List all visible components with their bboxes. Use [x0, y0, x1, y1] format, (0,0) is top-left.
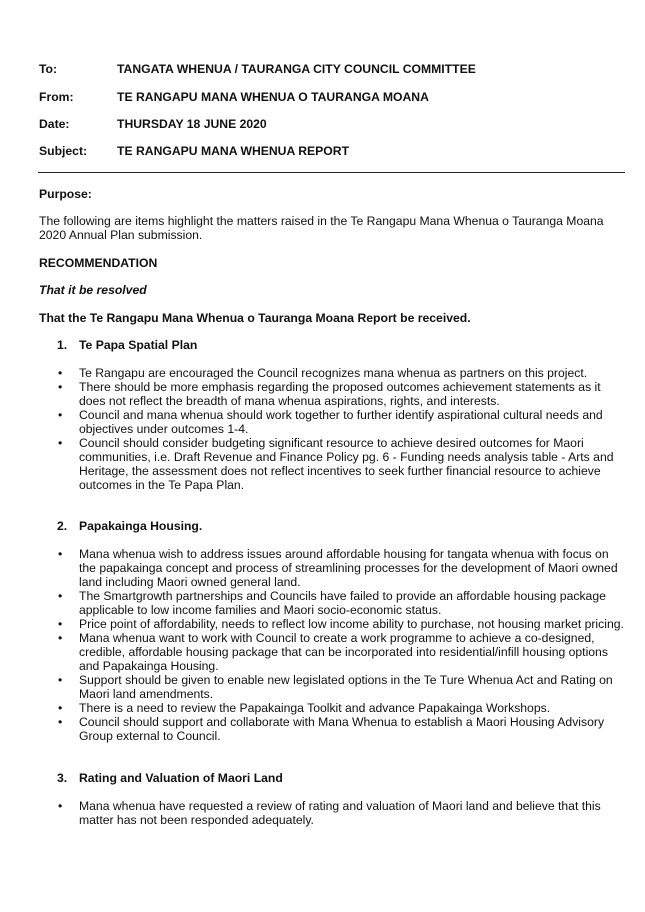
memo-from-row: [39, 90, 429, 104]
purpose-text: The following are items highlight the matters raised in the Te Rangapu Mana Whenua o Tauranga Moana 2020 Annual Plan submission.: [39, 214, 604, 242]
recommendation-statement: That the Te Rangapu Mana Whenua o Tauranga Moana Report be received.: [39, 311, 471, 325]
section-title: Papakainga Housing.: [79, 519, 203, 533]
header-divider: [38, 172, 625, 173]
list-item: • There should be more emphasis regarding the proposed outcomes achievement statements as it does not reflect the breadth of mana whenua aspirations, rights, and interests.: [57, 380, 627, 408]
subject-label: Subject:: [39, 144, 88, 158]
list-item: • Mana whenua have requested a review of rating and valuation of Maori land and believe that this matter has not been responded adequately.: [57, 799, 627, 827]
section-3-bullet-list: [57, 799, 627, 827]
list-item: • There is a need to review the Papakainga Toolkit and advance Papakainga Workshops.: [57, 701, 627, 715]
to-value: TANGATA WHENUA / TAURANGA CITY COUNCIL COMMITTEE: [117, 62, 476, 76]
list-item: • Mana whenua want to work with Council to create a work programme to achieve a co-designed, credible, affordable housing package that can be incorporated into residential/infill housing options and Papakainga Housing.: [57, 631, 627, 673]
from-label: From:: [39, 90, 74, 104]
section-title: Rating and Valuation of Maori Land: [79, 771, 283, 785]
recommendation-heading: RECOMMENDATION: [39, 256, 158, 270]
section-heading: [57, 338, 197, 352]
list-item: • Mana whenua wish to address issues around affordable housing for tangata whenua with focus on the papakainga concept and process of streamlining processes for the development of Maori owned land including Maori owned general land.: [57, 547, 627, 589]
section-heading: [57, 771, 283, 785]
list-item: • The Smartgrowth partnerships and Councils have failed to provide an affordable housing package applicable to low income families and Maori socio-economic status.: [57, 589, 627, 617]
memo-subject-row: [39, 144, 349, 158]
purpose-heading: Purpose:: [39, 187, 92, 201]
section-number: 2.: [57, 519, 68, 533]
recommendation-resolved: That it be resolved: [39, 283, 147, 297]
section-2-bullet-list: [57, 547, 627, 743]
section-number: 1.: [57, 338, 68, 352]
memo-date-row: [39, 117, 267, 131]
section-title: Te Papa Spatial Plan: [79, 338, 198, 352]
to-label: To:: [39, 62, 58, 76]
date-label: Date:: [39, 117, 70, 131]
section-heading: [57, 519, 202, 533]
list-item: • Council should support and collaborate with Mana Whenua to establish a Maori Housing Advisory Group external to Council.: [57, 715, 627, 743]
from-value: TE RANGAPU MANA WHENUA O TAURANGA MOANA: [117, 90, 429, 104]
memo-to-row: [39, 62, 476, 76]
list-item: • Council and mana whenua should work together to further identify aspirational cultural needs and objectives under outcomes 1-4.: [57, 408, 627, 436]
section-number: 3.: [57, 771, 68, 785]
section-1-bullet-list: [57, 366, 627, 492]
list-item: • Council should consider budgeting significant resource to achieve desired outcomes for Maori communities, i.e. Draft Revenue and Finance Policy pg. 6 - Funding needs analysis table - Arts and Heritage, the assessment does not reflect incentives to seek further financial resource to achieve outcomes in the Te Papa Plan.: [57, 436, 627, 492]
list-item: • Price point of affordability, needs to reflect low income ability to purchase, not housing market pricing.: [57, 617, 627, 631]
list-item: • Support should be given to enable new legislated options in the Te Ture Whenua Act and Rating on Maori land amendments.: [57, 673, 627, 701]
list-item: • Te Rangapu are encouraged the Council recognizes mana whenua as partners on this project.: [57, 366, 627, 380]
subject-value: TE RANGAPU MANA WHENUA REPORT: [117, 144, 350, 158]
date-value: THURSDAY 18 JUNE 2020: [117, 117, 267, 131]
